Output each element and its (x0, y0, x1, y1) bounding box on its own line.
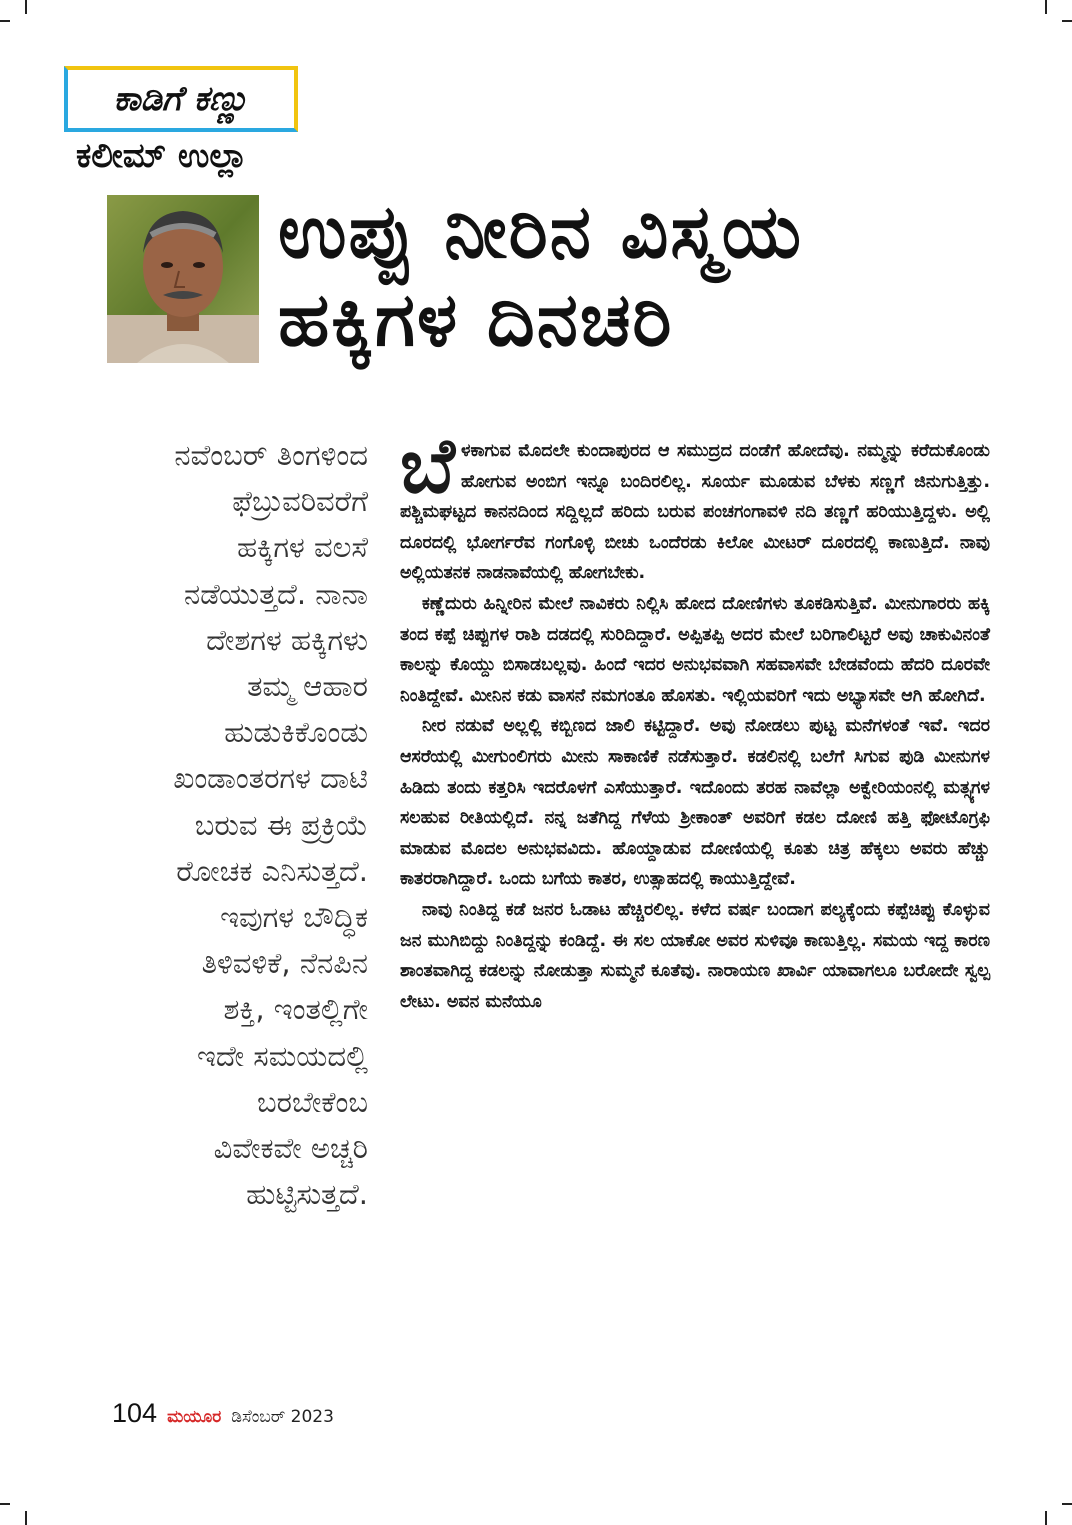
pullquote-line: ಬರುವ ಈ ಪ್ರಕ್ರಿಯೆ (194, 807, 368, 842)
headline-line-2: ಹಕ್ಕಿಗಳ ದಿನಚರಿ (278, 277, 674, 363)
crop-mark (1045, 1511, 1047, 1525)
article-paragraph-2: ಕಣ್ಣೆದುರು ಹಿನ್ನೀರಿನ ಮೇಲೆ ನಾವಿಕರು ನಿಲ್ಲಿಸಿ ಹೋದ ದೋಣಿಗಳು ತೂಕಡಿಸುತ್ತಿವೆ. ಮೀನುಗಾರರು ಹಕ್ಕಿ ತಂದ ಕಪ್ಪೆ ಚಿಪ್ಪುಗಳ ರಾಶಿ ದಡದಲ್ಲಿ ಸುರಿದಿದ್ದಾರೆ. ಅಪ್ಪಿತಪ್ಪಿ ಅದರ ಮೇಲೆ ಬರಿಗಾಲಿಟ್ಟರೆ ಅವು ಚಾಕುವಿನಂತೆ ಕಾಲನ್ನು ಕೊಯ್ದು ಬಿಸಾಡಬಲ್ಲವು. ಹಿಂದೆ ಇದರ ಅನುಭವವಾಗಿ ಸಹವಾಸವೇ ಬೇಡವೆಂದು ಹೆದರಿ ದೂರವೇ ನಿಂತಿದ್ದೇವೆ. ಮೀನಿನ ಕಡು ವಾಸನೆ ನಮಗಂತೂ ಹೊಸತು. ಇಲ್ಲಿಯವರಿಗೆ ಇದು ಅಭ್ಯಾಸವೇ ಆಗಿ ಹೋಗಿದೆ. (400, 593, 990, 706)
crop-mark (0, 20, 10, 22)
pullquote-line: ರೋಚಕ ಎನಿಸುತ್ತದೆ. (176, 853, 368, 888)
dropcap: ಬೆ (400, 421, 455, 510)
pullquote-line: ನವೆಂಬರ್ ತಿಂಗಳಿಂದ (174, 438, 368, 472)
crop-mark (1045, 0, 1047, 14)
pullquote-line: ದೇಶಗಳ ಹಕ್ಕಿಗಳು (206, 622, 368, 657)
crop-mark (1062, 20, 1072, 22)
pullquote-line: ಬರಬೇಕೆಂಬ (257, 1084, 368, 1119)
pullquote (100, 432, 368, 1217)
pullquote-line: ಹುಡುಕಿಕೊಂಡು (224, 715, 368, 750)
crop-mark (25, 1511, 27, 1525)
headline-line-1: ಉಪ್ಪು ನೀರಿನ ವಿಸ್ಮಯ (278, 189, 803, 275)
author-photo (107, 195, 259, 363)
pullquote-line: ಇವುಗಳ ಬೌದ್ಧಿಕ (220, 900, 368, 935)
crop-mark (0, 1503, 10, 1505)
magazine-name: ಮಯೂರ (167, 1407, 222, 1427)
pullquote-line: ಶಕ್ತಿ, ಇಂತಲ್ಲಿಗೇ (223, 992, 368, 1027)
pullquote-line: ಫೆಬ್ರುವರಿವರೆಗೆ (232, 484, 368, 519)
column-badge (64, 66, 298, 132)
column-name: ಕಾಡಿಗೆ ಕಣ್ಣು (113, 79, 249, 119)
pullquote-line: ತಮ್ಮ ಆಹಾರ (247, 669, 368, 704)
issue-date: ಡಿಸೆಂಬರ್ 2023 (231, 1407, 334, 1427)
pullquote-line: ತಿಳಿವಳಿಕೆ, ನೆನಪಿನ (201, 946, 368, 981)
author-photo-illustration (107, 195, 259, 363)
crop-mark (1062, 1503, 1072, 1505)
page-footer (112, 1398, 334, 1429)
pullquote-line: ವಿವೇಕವೇ ಅಚ್ಚರಿ (213, 1131, 368, 1166)
pullquote-line: ಹುಟ್ಟಿಸುತ್ತದೆ. (246, 1177, 368, 1212)
page-number: 104 (112, 1398, 158, 1428)
article-paragraph-4: ನಾವು ನಿಂತಿದ್ದ ಕಡೆ ಜನರ ಓಡಾಟ ಹೆಚ್ಚಿರಲಿಲ್ಲ. ಕಳೆದ ವರ್ಷ ಬಂದಾಗ ಪಲ್ಯಕ್ಕೆಂದು ಕಪ್ಪೆಚಿಪ್ಪು ಕೊಳ್ಳುವ ಜನ ಮುಗಿಬಿದ್ದು ನಿಂತಿದ್ದನ್ನು ಕಂಡಿದ್ದೆ. ಈ ಸಲ ಯಾಕೋ ಅವರ ಸುಳಿವೂ ಕಾಣುತ್ತಿಲ್ಲ. ಸಮಯ ಇದ್ದ ಕಾರಣ ಶಾಂತವಾಗಿದ್ದ ಕಡಲನ್ನು ನೋಡುತ್ತಾ ಸುಮ್ಮನೆ ಕೂತೆವು. ನಾರಾಯಣ ಖಾರ್ವಿ ಯಾವಾಗಲೂ ಬರೋದೇ ಸ್ವಲ್ಪ ಲೇಟು. ಅವನ ಮನೆಯೂ (400, 899, 990, 1012)
crop-mark (25, 0, 27, 14)
pullquote-line: ನಡೆಯುತ್ತದೆ. ನಾನಾ (184, 576, 368, 611)
author-name: ಕಲೀಮ್ ಉಲ್ಲಾ (76, 136, 248, 176)
pullquote-line: ಇದೇ ಸಮಯದಲ್ಲಿ (196, 1038, 368, 1073)
headline (278, 188, 1038, 364)
pullquote-line: ಹಕ್ಕಿಗಳ ವಲಸೆ (236, 530, 368, 565)
pullquote-line: ಖಂಡಾಂತರಗಳ ದಾಟಿ (173, 761, 368, 796)
article-paragraph-3: ನೀರ ನಡುವೆ ಅಲ್ಲಲ್ಲಿ ಕಬ್ಬಿಣದ ಜಾಲಿ ಕಟ್ಟಿದ್ದಾರೆ. ಅವು ನೋಡಲು ಪುಟ್ಟ ಮನೆಗಳಂತೆ ಇವೆ. ಇದರ ಆಸರೆಯಲ್ಲಿ ಮೀಗುಂಲಿಗರು ಮೀನು ಸಾಕಾಣಿಕೆ ನಡೆಸುತ್ತಾರೆ. ಕಡಲಿನಲ್ಲಿ ಬಲೆಗೆ ಸಿಗುವ ಪುಡಿ ಮೀನುಗಳ ಹಿಡಿದು ತಂದು ಕತ್ತರಿಸಿ ಇದರೊಳಗೆ ಎಸೆಯುತ್ತಾರೆ. ಇದೊಂದು ತರಹ ನಾವೆಲ್ಲಾ ಅಕ್ವೇರಿಯಂನಲ್ಲಿ ಮತ್ಸ್ಯಗಳ ಸಲಹುವ ರೀತಿಯಲ್ಲಿದೆ. ನನ್ನ ಜತೆಗಿದ್ದ ಗೆಳೆಯ ಶ್ರೀಕಾಂತ್ ಅವರಿಗೆ ಕಡಲ ದೋಣಿ ಹತ್ತಿ ಫೋಟೊಗ್ರಫಿ ಮಾಡುವ ಮೊದಲ ಅನುಭವವಿದು. ಹೊಯ್ದಾಡುವ ದೋಣಿಯಲ್ಲಿ ಕೂತು ಚಿತ್ರ ಹೆಕ್ಕಲು ಅವರು ಹೆಚ್ಚು ಕಾತರರಾಗಿದ್ದಾರೆ. ಒಂದು ಬಗೆಯ ಕಾತರ, ಉತ್ಸಾಹದಲ್ಲಿ ಕಾಯುತ್ತಿದ್ದೇವೆ. (400, 716, 990, 890)
article-paragraph-1 (400, 421, 990, 589)
article-body (400, 421, 990, 1017)
paragraph-1-text: ಳಕಾಗುವ ಮೊದಲೇ ಕುಂದಾಪುರದ ಆ ಸಮುದ್ರದ ದಂಡೆಗೆ ಹೋದೆವು. ನಮ್ಮನ್ನು ಕರೆದುಕೊಂಡು ಹೋಗುವ ಅಂಬಿಗ ಇನ್ನೂ ಬಂದಿರಲಿಲ್ಲ. ಸೂರ್ಯ ಮೂಡುವ ಬೆಳಕು ಸಣ್ಣಗೆ ಜಿನುಗುತ್ತಿತ್ತು. ಪಶ್ಚಿಮಘಟ್ಟದ ಕಾನನದಿಂದ ಸದ್ದಿಲ್ಲದೆ ಹರಿದು ಬರುವ ಪಂಚಗಂಗಾವಳಿ ನದಿ ತಣ್ಣಗೆ ಹರಿಯುತ್ತಿದ್ದಳು. ಅಲ್ಲಿ ದೂರದಲ್ಲಿ ಭೋರ್ಗರೆವ ಗಂಗೊಳ್ಳಿ ಬೀಚು ಒಂದೆರಡು ಕಿಲೋ ಮೀಟರ್ ದೂರದಲ್ಲಿ ಕಾಣುತ್ತಿದೆ. ನಾವು ಅಲ್ಲಿಯತನಕ ನಾಡನಾವೆಯಲ್ಲಿ ಹೋಗಬೇಕು. (400, 441, 990, 584)
